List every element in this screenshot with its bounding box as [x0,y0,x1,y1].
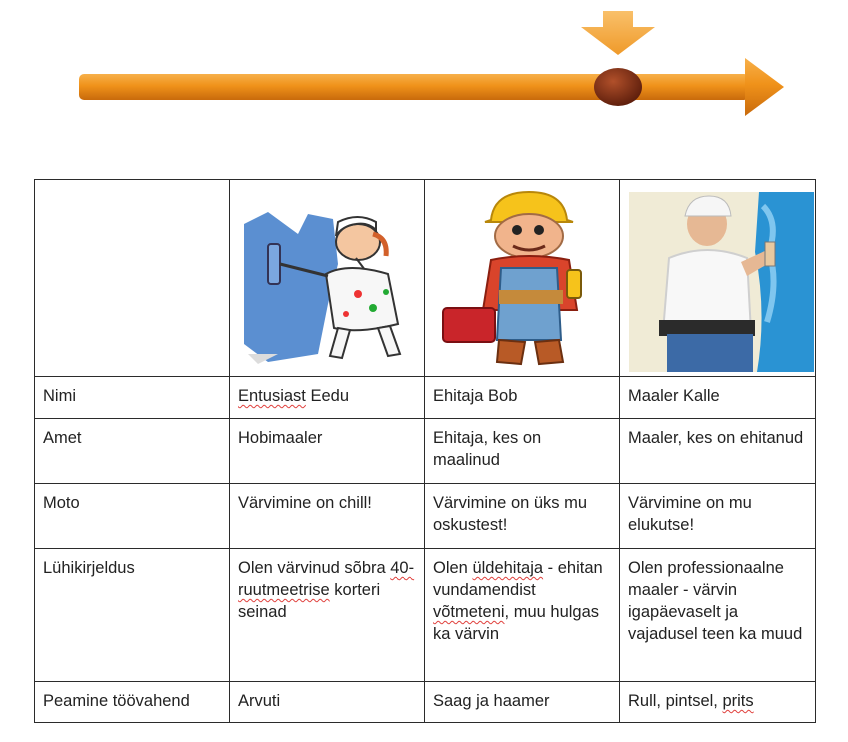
kalle-toovahend: Rull, pintsel, prits [620,682,816,723]
row-luhikirjeldus [35,549,816,682]
timeline [0,0,848,150]
kalle-luhikirjeldus: Olen professionaalne maaler - värvin igapäevaselt ja vajadusel teen ka muud [620,549,816,682]
eedu-toovahend: Arvuti [230,682,425,723]
eedu-luhikirjeldus: Olen värvinud sõbra 40-ruutmeetrise korteri seinad [230,549,425,682]
timeline-pointer-icon [581,11,655,55]
comparison-table [34,179,816,723]
bob-image [439,190,609,372]
row-moto [35,484,816,549]
bob-amet: Ehitaja, kes on maalinud [425,419,620,484]
bob-toovahend: Saag ja haamer [425,682,620,723]
kalle-name: Maaler Kalle [620,377,816,419]
eedu-name: Entusiast Eedu [230,377,425,419]
eedu-image [238,204,424,364]
timeline-marker [594,68,642,106]
kalle-image [629,192,814,372]
kalle-moto: Värvimine on mu elukutse! [620,484,816,549]
bob-moto: Värvimine on üks mu oskustest! [425,484,620,549]
bob-image-cell [425,180,620,377]
row-amet [35,419,816,484]
timeline-arrow [79,58,784,116]
row-toovahend [35,682,816,723]
row-nimi [35,377,816,419]
empty-header-cell [35,180,230,377]
image-row [35,180,816,377]
eedu-image-cell [230,180,425,377]
bob-name: Ehitaja Bob [425,377,620,419]
label-luhikirjeldus: Lühikirjeldus [35,549,230,682]
label-amet: Amet [35,419,230,484]
label-toovahend: Peamine töövahend [35,682,230,723]
eedu-moto: Värvimine on chill! [230,484,425,549]
kalle-image-cell [620,180,816,377]
kalle-amet: Maaler, kes on ehitanud [620,419,816,484]
label-moto: Moto [35,484,230,549]
bob-luhikirjeldus: Olen üldehitaja - ehitan vundamendist võtmeteni, muu hulgas ka värvin [425,549,620,682]
label-nimi: Nimi [35,377,230,419]
eedu-amet: Hobimaaler [230,419,425,484]
